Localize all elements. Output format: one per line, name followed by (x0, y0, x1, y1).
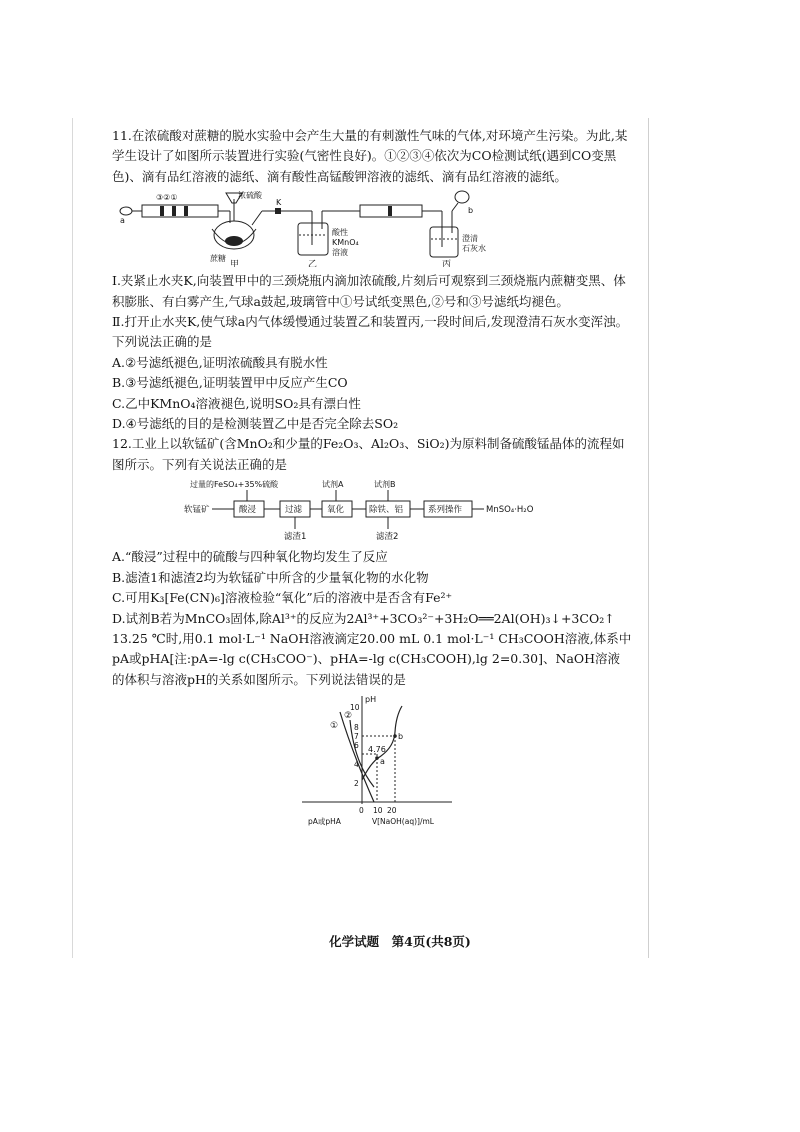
point-b-marker (393, 734, 397, 738)
flow-reagent-b: 试剂B (374, 480, 396, 490)
point-b-label: b (398, 732, 404, 742)
flow-reagent-1: 过量的FeSO₄+35%硫酸 (190, 480, 279, 490)
flow-product: MnSO₄·H₂O (486, 505, 534, 516)
flowchart-diagram (112, 477, 632, 545)
titration-curve (362, 706, 402, 780)
question-11-option-b: B.③号滤纸褪色,证明装置甲中反应产生CO (112, 375, 348, 391)
question-12-option-b: B.滤渣1和滤渣2均为软锰矿中所含的少量氧化物的水化物 (112, 569, 429, 585)
label-a: a (120, 216, 125, 226)
paper-4 (388, 206, 392, 216)
question-11-option-d: D.④号滤纸的目的是检测装置乙中是否完全除去SO₂ (112, 416, 399, 432)
caption-jia: 甲 (230, 260, 240, 268)
clamp-k (275, 208, 281, 214)
paper-2 (172, 206, 176, 216)
tube-line (452, 203, 458, 211)
apparatus-diagram (112, 189, 632, 267)
y-tick-10: 10 (350, 703, 360, 713)
label-b: b (468, 206, 474, 216)
point-value-label: 4.76 (368, 745, 386, 755)
label-sugar: 蔗糖 (210, 254, 226, 264)
point-a-marker (375, 756, 379, 760)
x-right-label: V[NaOH(aq)]/mL (372, 817, 434, 827)
glass-tube (142, 205, 218, 217)
y-axis-label: pH (365, 695, 377, 705)
sugar-shape (225, 236, 243, 246)
flow-box-2-label: 过滤 (285, 505, 303, 516)
flow-box-5-label: 系列操作 (428, 505, 463, 516)
flow-residue-2: 滤渣2 (376, 532, 399, 543)
flow-start: 软锰矿 (184, 505, 210, 516)
label-lime-1: 澄清 (462, 234, 478, 244)
label-kmno4-3: 溶液 (332, 248, 348, 258)
question-12 (112, 434, 632, 628)
question-12-option-d: D.试剂B若为MnCO₃固体,除Al³⁺的反应为2Al³⁺+3CO₃²⁻+3H₂O══2Al(OH)₃↓+3CO₂↑ (112, 610, 615, 626)
balloon-a-shape (120, 207, 132, 215)
bottle-bing (430, 227, 458, 257)
point-a-label: a (380, 757, 385, 767)
question-12-stem: 12.工业上以软锰矿(含MnO₂和少量的Fe₂O₃、Al₂O₃、SiO₂)为原料制备硫酸锰晶体的流程如图所示。下列有关说法正确的是 (112, 436, 625, 472)
titration-graph-figure (112, 692, 632, 832)
paper-numbers: ③②① (156, 193, 178, 203)
apparatus-figure (112, 189, 632, 267)
curve-1-label: ① (330, 721, 339, 732)
x-tick-0: 0 (359, 806, 364, 816)
y-tick-7: 7 (354, 732, 359, 742)
label-k: K (276, 198, 282, 208)
question-11 (112, 126, 632, 434)
label-kmno4-1: 酸性 (332, 228, 348, 238)
question-11-step2: Ⅱ.打开止水夹K,使气球a内气体缓慢通过装置乙和装置丙,一段时间后,发现澄清石灰水变浑浊。 (112, 314, 629, 330)
label-conc-sulfuric: 浓硫酸 (238, 191, 262, 201)
titration-graph (112, 692, 632, 832)
question-11-option-a: A.②号滤纸褪色,证明浓硫酸具有脱水性 (112, 354, 328, 370)
paper-3 (160, 206, 164, 216)
flowchart-figure (112, 477, 632, 545)
y-tick-6: 6 (354, 741, 359, 751)
tube-line (252, 211, 262, 225)
exam-page (112, 126, 632, 838)
label-lime-2: 石灰水 (462, 244, 486, 254)
x-left-label: pA或pHA (308, 817, 341, 827)
flow-residue-1: 滤渣1 (284, 532, 307, 543)
label-kmno4-2: KMnO₄ (332, 238, 359, 248)
question-12-option-c: C.可用K₃[Fe(CN)₆]溶液检验“氧化”后的溶液中是否含有Fe²⁺ (112, 590, 453, 606)
question-13-stem: 13.25 ℃时,用0.1 mol·L⁻¹ NaOH溶液滴定20.00 mL 0.1 mol·L⁻¹ CH₃COOH溶液,体系中pA或pHA[注:pA=-lg c(CH₃COO⁻)、pHA=-lg c(CH₃COOH),lg 2=0.30]、NaOH溶液的体积与溶液pH的关系如图所示。下列说法错误的是 (112, 630, 632, 687)
question-11-step1: Ⅰ.夹紧止水夹K,向装置甲中的三颈烧瓶内滴加浓硫酸,片刻后可观察到三颈烧瓶内蔗糖变黑、体积膨胀、有白雾产生,气球a鼓起,玻璃管中①号试纸变黑色,②号和③号滤纸均褪色。 (112, 273, 626, 309)
y-tick-8: 8 (354, 723, 359, 733)
caption-yi: 乙 (308, 260, 318, 268)
x-tick-20: 20 (387, 806, 397, 816)
x-tick-10: 10 (373, 806, 383, 816)
flow-box-1-label: 酸浸 (239, 505, 257, 516)
caption-bing: 丙 (442, 260, 452, 268)
bottle-yi (298, 223, 328, 255)
flow-box-3-label: 氧化 (327, 505, 345, 516)
y-tick-4: 4 (354, 760, 359, 770)
curve-2-label: ② (344, 711, 353, 722)
question-13 (112, 629, 632, 832)
question-11-stem: 11.在浓硫酸对蔗糖的脱水实验中会产生大量的有刺激性气味的气体,对环境产生污染。为此,某学生设计了如图所示装置进行实验(气密性良好)。①②③④依次为CO检测试纸(遇到CO变黑色)、滴有品红溶液的滤纸、滴有酸性高锰酸钾溶液的滤纸、滴有品红溶液的滤纸。 (112, 128, 628, 184)
question-11-prompt: 下列说法正确的是 (112, 334, 213, 350)
question-11-option-c: C.乙中KMnO₄溶液褪色,说明SO₂具有漂白性 (112, 395, 361, 411)
flow-box-4-label: 除铁、铝 (369, 505, 404, 516)
paper-1 (184, 206, 188, 216)
question-12-option-a: A.“酸浸”过程中的硫酸与四种氧化物均发生了反应 (112, 549, 388, 565)
page-footer: 化学试题 第4页(共8页) (329, 934, 471, 949)
flow-reagent-a: 试剂A (322, 480, 344, 490)
balloon-b-shape (455, 191, 469, 203)
y-tick-2: 2 (354, 779, 359, 789)
